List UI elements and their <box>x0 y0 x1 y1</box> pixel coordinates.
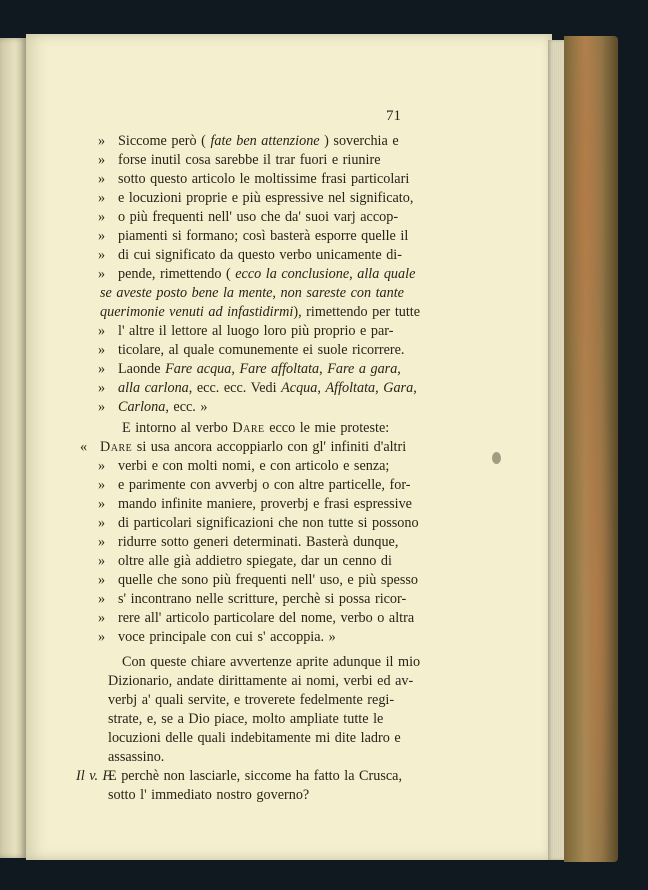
text-line <box>98 514 419 533</box>
text-line: sotto l' immediato nostro governo? <box>108 787 310 803</box>
quote-mark: » <box>98 247 106 263</box>
text-line <box>98 457 389 476</box>
line-text: quelle che sono più frequenti nell' uso, e più spesso <box>118 572 418 588</box>
line-text: Dare si usa ancora accoppiarlo con gl' infiniti d'altri <box>100 439 407 455</box>
line-text: rere all' articolo particolare del nome, verbo o altra <box>118 610 415 626</box>
foxing-spot <box>492 452 501 464</box>
text-line <box>98 552 392 571</box>
text-line <box>98 341 404 360</box>
text-line <box>122 653 420 672</box>
line-text: ticolare, al quale comunemente ei suole ricorrere. <box>118 342 405 358</box>
text-line <box>98 476 411 495</box>
quote-mark: » <box>98 515 106 531</box>
text-line <box>98 246 402 265</box>
line-text: Siccome però ( fate ben attenzione ) soverchia e <box>118 133 399 149</box>
line-text: di cui significato da questo verbo unicamente di- <box>118 247 402 263</box>
text-line <box>108 729 401 748</box>
line-text: ridurre sotto generi determinati. Basterà dunque, <box>118 534 399 550</box>
quote-mark: » <box>98 496 106 512</box>
text-line <box>108 672 413 691</box>
quote-mark: » <box>98 323 106 339</box>
quote-mark: » <box>98 572 106 588</box>
quote-mark: » <box>98 458 106 474</box>
text-line <box>98 495 412 514</box>
line-text: l' altre il lettore al luogo loro più proprio e par- <box>118 323 394 339</box>
quote-mark: « <box>80 439 88 455</box>
text-line <box>108 710 383 729</box>
text-line <box>98 189 413 208</box>
text-line <box>98 170 409 189</box>
text-line <box>98 132 399 151</box>
line-text: locuzioni delle quali indebitamente mi dite ladro e <box>108 730 401 746</box>
text-line <box>108 691 394 710</box>
line-text: verbj a' quali servite, e troverete fedelmente regi- <box>108 692 395 708</box>
quote-mark: » <box>98 610 106 626</box>
line-text: s' incontrano nelle scritture, perchè si possa ricor- <box>118 591 407 607</box>
text-line <box>98 360 401 379</box>
line-text: oltre alle già addietro spiegate, dar un cenno di <box>118 553 392 569</box>
page-number: 71 <box>386 108 401 124</box>
line-text: E intorno al verbo Dare ecco le mie proteste: <box>122 420 390 436</box>
text-line <box>98 571 418 590</box>
quote-mark: » <box>98 228 106 244</box>
quote-mark: » <box>98 380 106 396</box>
line-text: e parimente con avverbj o con altre particelle, for- <box>118 477 411 493</box>
line-text: forse inutil cosa sarebbe il trar fuori e riunire <box>118 152 381 168</box>
text-line <box>98 398 208 417</box>
line-text: Carlona, ecc. » <box>118 399 208 415</box>
quote-mark: » <box>98 209 106 225</box>
text-line <box>98 322 393 341</box>
line-text: di particolari significazioni che non tutte si possono <box>118 515 419 531</box>
line-text: voce principale con cui s' accoppia. » <box>118 629 336 645</box>
quote-mark: » <box>98 399 106 415</box>
speaker-label: Il v. F. <box>76 768 113 784</box>
line-text: o più frequenti nell' uso che da' suoi varj accop- <box>118 209 399 225</box>
line-text: querimonie venuti ad infastidirmi), rimettendo per tutte <box>100 304 421 320</box>
quote-mark: » <box>98 534 106 550</box>
text-line: E perchè non lasciarle, siccome ha fatto la Crusca, <box>108 768 402 784</box>
text-line <box>98 609 414 628</box>
quote-mark: » <box>98 152 106 168</box>
line-text: strate, e, se a Dio piace, molto ampliate tutte le <box>108 711 384 727</box>
line-text: assassino. <box>108 749 165 765</box>
quote-mark: » <box>98 171 106 187</box>
text-line <box>100 284 404 303</box>
text-line <box>98 151 381 170</box>
quote-mark: » <box>98 342 106 358</box>
quote-mark: » <box>98 591 106 607</box>
text-line <box>98 533 398 552</box>
quote-mark: » <box>98 361 106 377</box>
quote-mark: » <box>98 190 106 206</box>
text-line <box>98 208 398 227</box>
quote-mark: » <box>98 553 106 569</box>
line-text: Laonde Fare acqua, Fare affoltata, Fare a gara, <box>118 361 401 377</box>
line-text: e locuzioni proprie e più espressive nel significato, <box>118 190 414 206</box>
line-text: piamenti si formano; così basterà esporre quelle il <box>118 228 409 244</box>
text-line <box>80 438 406 457</box>
text-line <box>108 748 164 767</box>
quote-mark: » <box>98 266 106 282</box>
text-line <box>122 419 389 438</box>
quote-mark: » <box>98 629 106 645</box>
left-page-edge <box>0 38 26 858</box>
text-line <box>100 303 420 322</box>
line-text: se aveste posto bene la mente, non sareste con tante <box>100 285 404 301</box>
line-text: alla carlona, ecc. ecc. Vedi Acqua, Affoltata, Gara, <box>118 380 417 396</box>
text-line <box>98 379 417 398</box>
book-cover <box>564 36 618 862</box>
line-text: sotto questo articolo le moltissime frasi particolari <box>118 171 410 187</box>
text-line <box>98 628 336 647</box>
line-text: Dizionario, andate dirittamente ai nomi, verbi ed av- <box>108 673 414 689</box>
text-line <box>98 590 406 609</box>
quote-mark: » <box>98 477 106 493</box>
line-text: verbi e con molti nomi, e con articolo e senza; <box>118 458 390 474</box>
line-text: Con queste chiare avvertenze aprite adunque il mio <box>122 654 421 670</box>
quote-mark: » <box>98 133 106 149</box>
line-text: mando infinite maniere, proverbj e frasi espressive <box>118 496 412 512</box>
text-line <box>98 265 415 284</box>
text-line <box>98 227 408 246</box>
line-text: pende, rimettendo ( ecco la conclusione, alla quale <box>118 266 416 282</box>
